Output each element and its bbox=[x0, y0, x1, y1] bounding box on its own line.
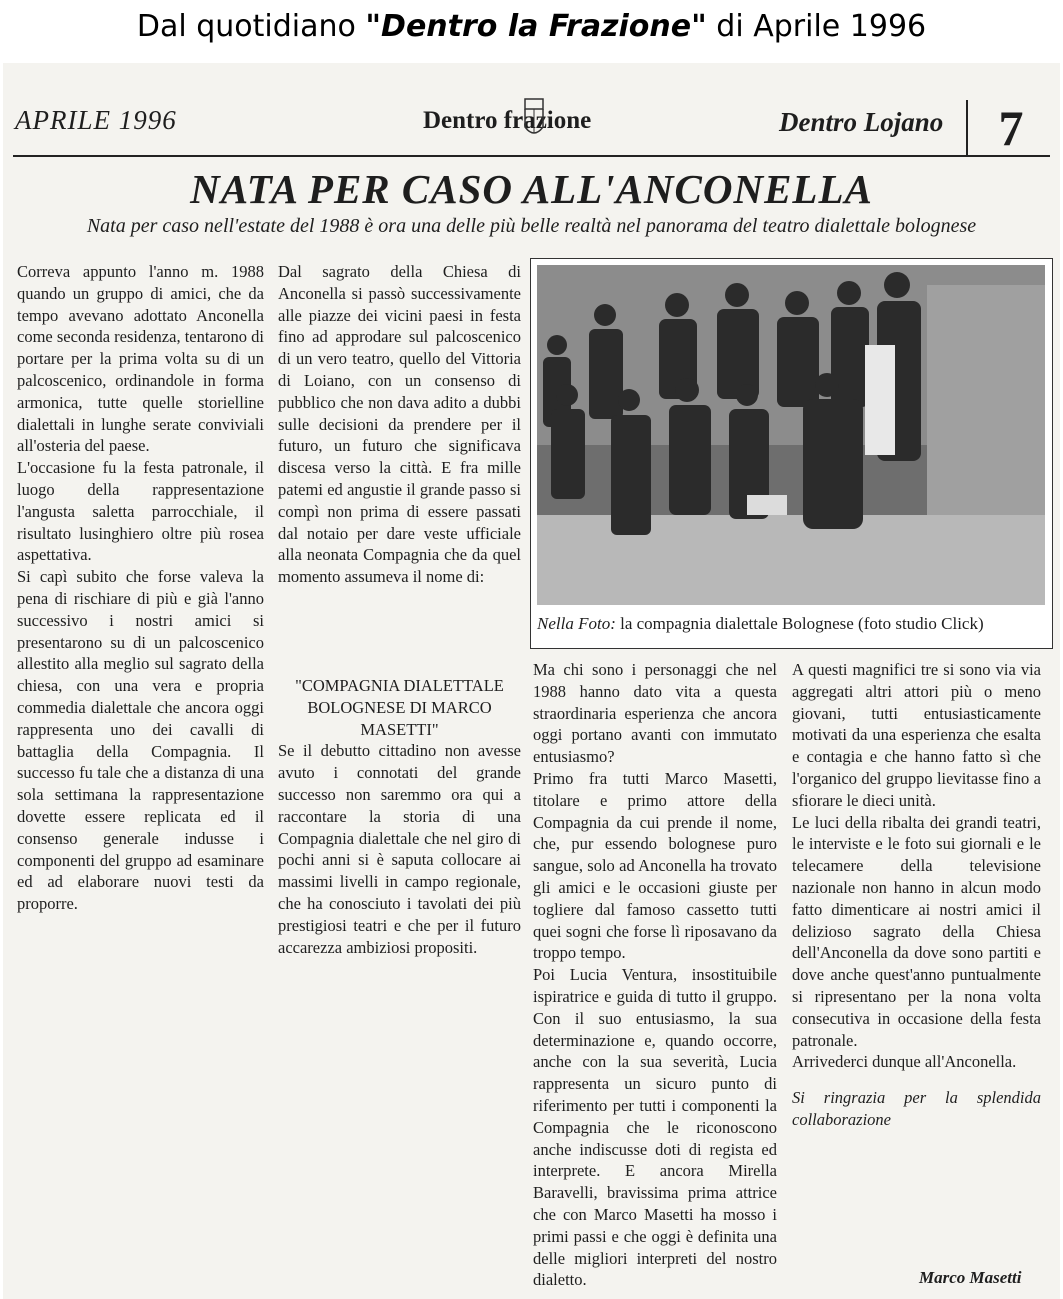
photo-caption-text: la compagnia dialettale Bolognese (foto studio Click) bbox=[620, 614, 984, 633]
article-column-2-bottom bbox=[278, 675, 521, 958]
paragraph: Dal sagrato della Chiesa di Anconella si passò successivamente alle piazze dei vicini paesi in festa fino ad approdare sul palcoscenico di un vero teatro, quello del Vittoria di Loiano, con un consenso di pubblico che non dava adito a dubbi sulle decisioni da prendere per il futuro, un futuro che significava discesa verso la città. E fra mille patemi ed angustie il grande passo si compì non prima di essere passati dal notaio per dare veste ufficiale alla neonata Compagnia che da quel momento assumeva il nome di: bbox=[278, 262, 521, 587]
header-rule bbox=[13, 155, 1050, 157]
paragraph: Primo fra tutti Marco Masetti, titolare e primo attore della Compagnia da cui prende il nome, che, pur essendo bolognese puro sangue, solo ad Anconella ha trovato gli amici e le occasioni giuste per togliere dal famoso cassetto tutti quei sogni che forse lì riposavano da troppo tempo. bbox=[533, 768, 777, 963]
paragraph: Correva appunto l'anno m. 1988 quando un gruppo di amici, che da tempo avevano adottato Anconella come seconda residenza, tentarono di portare per la prima volta su di un palcoscenico, ordinandole in forma armonica, tutte quelle storielline dialettali in lunghe serate conviviali all'osteria del paese. bbox=[17, 262, 264, 456]
article-title: NATA PER CASO ALL'ANCONELLA bbox=[190, 166, 873, 212]
paragraph: Arrivederci dunque all'Anconella. bbox=[792, 1052, 1017, 1072]
article-column-3 bbox=[533, 659, 777, 1291]
issue-date: APRILE 1996 bbox=[15, 105, 177, 135]
photo-caption bbox=[537, 613, 1045, 635]
page-number: 7 bbox=[966, 100, 1054, 156]
caption-paper-name: "Dentro la Frazione" bbox=[365, 9, 707, 44]
paragraph: Se il debutto cittadino non avesse avuto i connotati del grande successo non saremmo ora qui a raccontare la storia di una Compagnia dialettale che nel giro di pochi anni si è saputa collocare ai massimi livelli in campo regionale, che ha conosciuto i tavolati dei più prestigiosi teatri e che per il futuro accarezza ambiziosi propositi. bbox=[278, 741, 521, 957]
paragraph: Ma chi sono i personaggi che nel 1988 hanno dato vita a questa straordinaria esperienza che ancora oggi portano avanti con immutato entusiasmo? bbox=[533, 660, 777, 767]
paragraph: L'occasione fu la festa patronale, il luogo della rappresentazione l'angusta saletta parrocchiale, il risultato lusinghiero oltre più rosea aspettativa. bbox=[17, 458, 264, 565]
photo-caption-lead: Nella Foto: bbox=[537, 614, 616, 633]
paragraph: Poi Lucia Ventura, insostituibile ispiratrice e guida di tutto il gruppo. Con il suo entusiasmo, la sua determinazione e, quando occorre, anche con la sua severità, Lucia rappresenta un sicuro punto di riferimento per tutti i componenti la Compagnia che le riconoscono anche indiscusse doti di regista ed interprete. E ancora Mirella Baravelli, bravissima prima attrice che con Marco Masetti ha mosso i primi passi e che oggi è definita una delle migliori interpreti del nostro dialetto. bbox=[533, 965, 777, 1290]
author-signature: Marco Masetti bbox=[919, 1268, 1022, 1287]
newspaper-emblem-icon bbox=[521, 97, 547, 141]
article-column-1 bbox=[17, 261, 264, 915]
article-column-4 bbox=[792, 659, 1041, 1131]
paragraph: Si capì subito che forse valeva la pena di rischiare di più e già l'anno successivo i nostri amici si presentarono su di un palcoscenico allestito alla meglio sul sagrato della chiesa, con una vera e propria commedia dialettale che ancora oggi rappresenta uno dei cavalli di battaglia della Compagnia. Il successo fu tale che a distanza di una sola settimana la rappresentazione dovette essere replicata ed il consenso generale indusse i componenti del gruppo ad esaminare ed ad elaborare nuovi testi da proporre. bbox=[17, 567, 264, 914]
newspaper-header bbox=[3, 63, 1060, 159]
section-name: Dentro Lojano bbox=[779, 107, 944, 137]
newspaper-name: Dentro frazione bbox=[423, 107, 592, 134]
group-photo bbox=[537, 265, 1045, 605]
acknowledgement: Si ringrazia per la splendida collaborazione bbox=[792, 1088, 1041, 1129]
paragraph: A questi magnifici tre si sono via via aggregati altri attori più o meno giovani, tutti entusiasticamente motivati da una esperienza che esalta e contagia e che hanno fatto sì che l'organico del gruppo lievitasse fino a sfiorare le dieci unità. bbox=[792, 660, 1041, 810]
article-subtitle: Nata per caso nell'estate del 1988 è ora una delle più belle realtà nel panorama del teatro dialettale bolognese bbox=[86, 215, 977, 237]
paragraph: Le luci della ribalta dei grandi teatri, le interviste e le foto sui giornali e le telecamere della televisione nazionale non hanno in alcun modo fatto dimenticare ai nostri amici il delizioso sagrato della Chiesa dell'Anconella da dove sono partiti e dove anche quest'anno puntualmente si ripresentano per la nona volta consecutiva in occasione della festa patronale. bbox=[792, 812, 1041, 1050]
company-name: "COMPAGNIA DIALETTALE BOLOGNESE DI MARCO MASETTI" bbox=[295, 676, 504, 739]
newspaper-clipping bbox=[3, 63, 1060, 1299]
article-column-2 bbox=[278, 261, 521, 588]
document-caption bbox=[0, 0, 1063, 60]
photo-frame bbox=[530, 258, 1053, 649]
caption-suffix: di Aprile 1996 bbox=[716, 9, 927, 44]
caption-prefix: Dal quotidiano bbox=[136, 9, 356, 44]
